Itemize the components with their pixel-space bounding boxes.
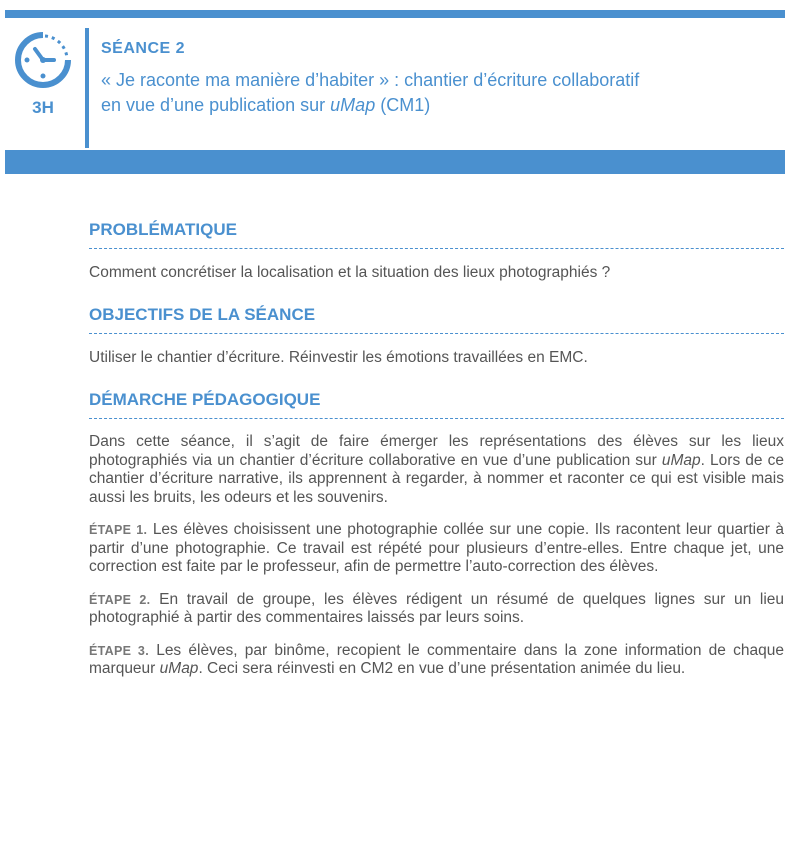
session-title-line2-a: en vue d’une publication sur	[101, 95, 331, 115]
step-3	[89, 642, 784, 679]
header-divider	[85, 28, 89, 148]
step-2-text: En travail de groupe, les élèves rédigent un résumé de quelques lignes sur un lieu photographié à partir des commentaires laissés par leurs soins.	[89, 590, 785, 626]
step-3-label: ÉTAPE 3.	[89, 643, 149, 658]
step-1-text: Les élèves choisissent une photographie collée sur une copie. Ils racontent leur quartier à partir d’une photographie. Ce travail est répété pour plusieurs d’entre-elles. Entre chaque jet, une correction est faite par le professeur, afin de permettre l’auto-correction des élèves.	[89, 521, 785, 575]
header-band	[5, 150, 785, 174]
step-2	[89, 591, 784, 628]
duration-label: 3H	[32, 98, 54, 117]
session-number: SÉANCE 2	[101, 40, 186, 57]
problematique-heading: PROBLÉMATIQUE	[89, 220, 237, 239]
lesson-content	[89, 218, 784, 679]
clock-icon	[13, 30, 73, 90]
step-1	[89, 521, 784, 577]
demarche-heading: DÉMARCHE PÉDAGOGIQUE	[89, 390, 321, 409]
objectifs-text: Utiliser le chantier d’écriture. Réinvestir les émotions travaillées en EMC.	[89, 349, 588, 366]
session-title	[101, 68, 781, 118]
session-header	[5, 28, 785, 148]
step-3-umap: uMap	[159, 660, 199, 677]
demarche-intro: Dans cette séance, il s’agit de faire émerger les représentations des élèves sur les lieux photographiés via un chantier d’écriture collaborative en vue d’une publication sur uMap. Lors de ce chantier d’écriture narrative, ils apprennent à regarder, à nommer et raconter ce qui est visible mais aussi les bruits, les odeurs et les souvenirs.	[89, 433, 784, 506]
step-2-label: ÉTAPE 2.	[89, 592, 151, 607]
step-1-label: ÉTAPE 1.	[89, 523, 148, 537]
session-title-line1: « Je raconte ma manière d’habiter » : chantier d’écriture collaboratif	[101, 70, 640, 90]
session-title-umap: uMap	[330, 95, 376, 115]
section-divider	[89, 418, 784, 419]
step-3-text-a: Les élèves, par binôme, recopient le commentaire dans la zone information de chaque marqueur	[89, 641, 784, 677]
step-3-text-b: . Ceci sera réinvesti en CM2 en vue d’une présentation animée du lieu.	[198, 660, 686, 677]
session-title-line2-b: (CM1)	[375, 95, 431, 115]
top-accent-bar	[5, 10, 785, 18]
problematique-text: Comment concrétiser la localisation et la situation des lieux photographiés ?	[89, 264, 611, 281]
objectifs-heading: OBJECTIFS DE LA SÉANCE	[89, 305, 316, 324]
section-divider	[89, 333, 784, 334]
section-divider	[89, 248, 784, 249]
